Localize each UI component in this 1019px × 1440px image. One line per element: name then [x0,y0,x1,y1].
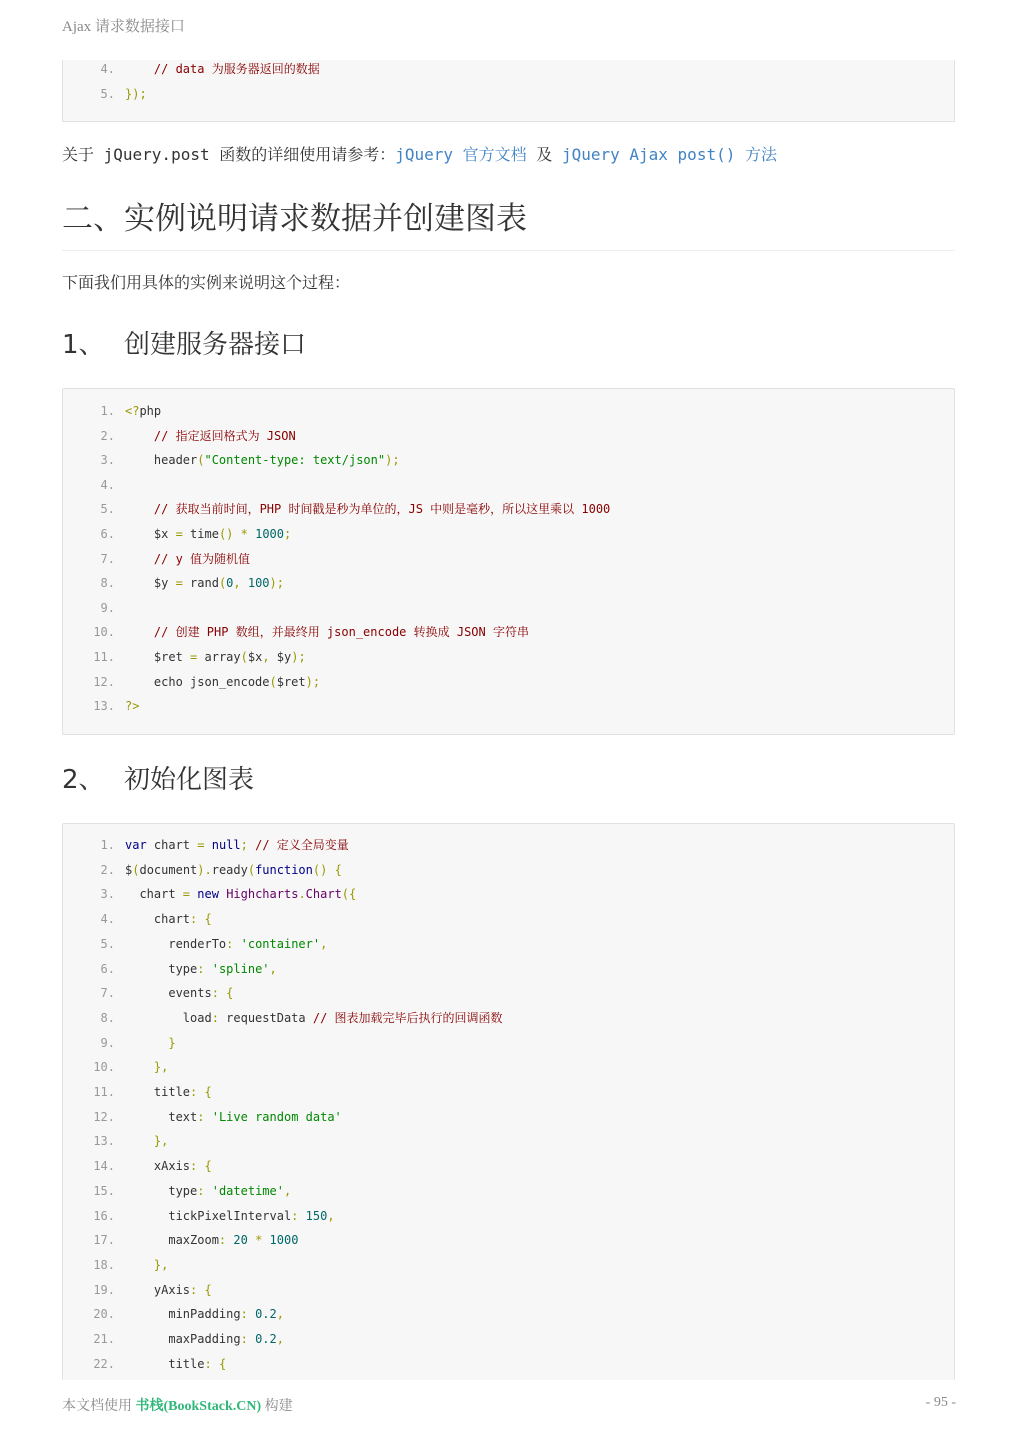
line-number: 4. [100,477,115,492]
line-number: 8. [100,576,115,591]
code-token: time [182,527,219,541]
code-line [63,670,320,694]
code-token: , [283,1183,292,1198]
code-line [63,596,125,620]
code-token: load [125,1010,212,1025]
code-token: // data 为服务器返回的数据 [153,62,320,76]
code-token [233,937,240,951]
code-token: () [218,527,234,541]
code-line [63,907,212,931]
line-number: 2. [100,428,115,443]
code-token: tickPixelInterval [125,1208,292,1223]
code-token: : [197,961,205,976]
code-line [63,620,529,644]
code-token: <? [125,404,140,418]
footer-suffix: 构建 [261,1399,293,1414]
code-token [212,1357,219,1371]
bookstack-link[interactable]: 书栈(BookStack.CN) [135,1399,262,1414]
line-number: 10. [93,1060,115,1075]
line-number: 4. [100,62,115,76]
code-token: () [312,862,328,877]
code-token: : [240,1307,248,1322]
code-token: } [168,1035,176,1050]
code-token: { [204,1282,212,1297]
footer-credit [62,1395,293,1415]
code-line [63,1080,212,1104]
line-number: 6. [100,961,115,976]
step-2-heading [62,762,254,798]
code-token: ; [240,838,248,852]
line-number: 13. [93,699,115,714]
code-token: ); [385,453,400,468]
line-number: 17. [93,1233,115,1248]
code-token [197,1159,204,1173]
code-token [205,838,212,852]
code-token: array [197,650,241,664]
code-token [125,1258,154,1272]
code-token: , [327,1208,335,1223]
code-token [262,1233,269,1247]
step-2-title: 初始化图表 [124,765,255,795]
code-line [63,82,147,106]
code-line [63,399,161,423]
code-token: // 创建 PHP 数组，并最终用 json_encode 转换成 JSON 字符串 [153,625,529,640]
code-token: = [197,838,205,852]
code-token: = [175,576,183,591]
code-token: : [291,1208,299,1223]
line-number: 1. [100,838,115,852]
code-token: type [125,1183,198,1198]
code-token: $y [125,576,176,591]
line-number: 11. [93,1085,115,1099]
code-line [63,424,296,448]
code-token [233,527,240,541]
line-number: 19. [93,1282,115,1297]
code-token: , [233,576,248,591]
line-number: 15. [93,1183,115,1198]
js-code-block [62,823,955,1380]
code-token: "Content-type: text/json" [204,453,386,468]
code-token: : [197,1183,205,1198]
code-line [63,1006,503,1030]
code-line [63,522,291,546]
code-token: xAxis [125,1159,191,1174]
line-number: 9. [100,1035,115,1050]
line-number: 3. [100,887,115,902]
code-token: { [226,986,234,1001]
line-number: 22. [93,1356,115,1371]
running-header: Ajax 请求数据接口 [62,19,185,35]
code-token [125,1060,154,1074]
line-number: 14. [93,1159,115,1174]
code-token [125,502,154,516]
code-token: }, [153,1257,169,1272]
code-token: 0.2 [255,1332,277,1346]
code-line [63,1055,168,1079]
code-token: 1000 [255,527,284,541]
line-number: 12. [93,674,115,689]
line-number: 20. [93,1307,115,1322]
line-number: 9. [100,600,115,615]
code-line [63,1253,168,1277]
line-number: 2. [100,862,115,877]
code-token: 'Live random data' [211,1109,342,1124]
code-token [248,1332,255,1346]
code-token [197,912,204,926]
code-block-continued [62,60,955,122]
code-line [63,497,610,521]
code-token: = [190,650,198,664]
reference-paragraph [62,141,777,169]
step-2-number: 2、 [62,765,105,795]
code-line [63,473,125,497]
line-number: 16. [93,1208,115,1223]
code-token: ). [197,862,212,877]
code-token: Highcharts [226,887,299,902]
code-token: echo json_encode [125,674,270,689]
code-token: events [125,986,212,1001]
code-line [63,1352,226,1376]
code-token [327,863,334,877]
code-token: ); [305,674,321,689]
code-token: // 图表加载完毕后执行的回调函数 [312,1010,503,1025]
code-token: ); [291,650,306,664]
footer-prefix: 本文档使用 [62,1399,136,1414]
php-code-block [62,388,955,735]
code-line [63,981,233,1005]
code-token: : [204,1356,212,1371]
code-token: // 获取当前时间，PHP 时间戳是秒为单位的，JS 中则是毫秒，所以这里乘以 1000 [153,502,611,517]
code-line [63,1228,298,1252]
code-token: * [240,527,248,541]
code-token [204,1184,211,1198]
code-token: 'spline' [211,961,270,976]
line-number: 5. [100,502,115,517]
code-token: : [240,1332,248,1346]
code-line [63,882,356,906]
line-number: 7. [100,551,115,566]
code-token: ( [132,862,140,877]
code-token: chart [125,912,191,927]
code-token [248,1307,255,1321]
code-token: , [320,936,328,951]
code-token: $ [125,862,133,877]
code-token: renderTo [125,936,227,951]
code-token: yAxis [125,1282,191,1297]
code-token [125,552,154,566]
code-token: , [262,650,277,664]
code-token [298,1209,305,1223]
code-token: // 定义全局变量 [255,838,349,852]
code-token: : [190,912,198,927]
code-token: $ret [125,650,191,664]
code-line [63,1105,342,1129]
code-token: : [211,986,219,1001]
code-token: ; [284,527,292,541]
code-line [63,1031,176,1055]
code-token: ( [240,650,248,664]
section-heading: 二、实例说明请求数据并创建图表 [62,196,955,251]
code-line [63,932,327,956]
reference-conjunction: 及 [526,145,562,164]
code-token: ( [247,862,256,877]
code-line [63,1129,168,1153]
line-number: 8. [100,1010,115,1025]
code-token: . [298,887,306,902]
code-line [63,645,306,669]
code-token: minPadding [125,1307,241,1322]
line-number: 13. [93,1134,115,1149]
code-token: 20 [233,1233,248,1248]
code-token: 150 [305,1208,328,1223]
code-token: }, [153,1134,169,1149]
section-intro: 下面我们用具体的实例来说明这个过程： [62,273,351,292]
code-token [125,1036,168,1050]
line-number: 7. [100,986,115,1001]
code-token: 0.2 [255,1307,277,1322]
code-token: : [190,1085,198,1099]
step-1-title: 创建服务器接口 [124,330,307,360]
code-token: { [204,1085,212,1099]
code-token [125,62,154,76]
code-token: , [276,1307,284,1322]
code-line [63,571,284,595]
code-token: }, [153,1060,169,1075]
code-token [197,1283,204,1297]
line-number: 1. [100,404,115,418]
code-token: 'datetime' [211,1183,284,1198]
line-number: 18. [93,1257,115,1272]
line-number: 4. [100,912,115,927]
code-token: : [190,1282,198,1297]
code-token: rand [182,576,219,591]
code-token [204,962,211,976]
code-token: { [334,862,342,877]
code-token: * [255,1233,263,1248]
code-line [63,1327,284,1351]
code-line [63,1179,291,1203]
code-token: chart [146,838,198,852]
code-token: : [211,1010,219,1025]
code-token: : [218,1233,227,1248]
code-token: title [125,1085,191,1099]
code-token: $x [247,650,263,664]
code-token: function [255,862,313,877]
code-token: maxPadding [125,1332,241,1346]
code-token: text [125,1109,198,1124]
line-number: 5. [100,936,115,951]
code-token: ( [269,674,277,689]
code-line [63,1154,212,1178]
code-token: $x [125,527,176,541]
jquery-ajax-post-link[interactable]: jQuery Ajax post() 方法 [561,145,777,164]
code-line [63,957,277,981]
code-token: 1000 [269,1233,299,1248]
code-token [125,1134,154,1148]
step-1-heading [62,327,306,363]
code-token: type [125,961,198,976]
code-line [63,448,400,472]
code-token: , [276,1332,284,1346]
code-token: { [204,912,212,927]
code-token: $ret [276,674,306,689]
line-number: 10. [93,625,115,640]
code-token: , [269,961,277,976]
code-token: : [190,1159,198,1174]
code-line [63,833,349,857]
code-token: document [139,862,198,877]
code-line [63,694,139,718]
code-token: : [226,936,234,951]
code-token: ); [269,576,284,591]
code-line [63,57,320,81]
line-number: 12. [93,1109,115,1124]
code-token: header [125,453,198,468]
code-token: 100 [247,576,270,591]
code-token: ?> [125,699,140,714]
code-token: 'container' [240,936,321,951]
code-token: // 指定返回格式为 JSON [153,428,296,443]
code-line [63,1204,335,1228]
code-token: ready [211,862,248,877]
code-token [125,429,154,443]
code-token: var [125,838,147,852]
code-token: = [175,527,183,541]
line-number: 6. [100,527,115,541]
code-token: title [125,1356,205,1371]
code-token: Chart [305,887,342,902]
step-1-number: 1、 [62,330,105,360]
page-number: - 95 - [925,1395,956,1410]
code-token [204,1110,211,1124]
code-token: { [204,1159,212,1174]
line-number: 3. [100,453,115,468]
code-token: null [211,838,241,852]
code-token: ( [218,576,227,591]
code-token: new [197,887,219,902]
jquery-docs-link[interactable]: jQuery 官方文档 [395,145,527,164]
code-token [125,625,154,639]
line-number: 5. [100,87,115,101]
code-token: : [197,1109,205,1124]
code-token: 0 [226,576,234,591]
code-token: php [139,404,162,418]
code-token: requestData [218,1010,313,1025]
reference-prefix: 关于 jQuery.post 函数的详细使用请参考： [62,145,396,164]
code-line [63,858,342,882]
code-token: chart [125,887,183,902]
line-number: 21. [93,1332,115,1346]
code-line [63,1302,284,1326]
code-token: }); [125,87,147,101]
code-token: = [182,887,191,902]
code-token: maxZoom [125,1233,219,1248]
code-line [63,1278,212,1302]
code-token: $y [276,650,292,664]
code-token: ( [197,453,205,468]
code-token: ({ [341,887,357,902]
code-token [197,1085,204,1099]
code-line [63,547,250,571]
code-token: { [218,1356,227,1371]
line-number: 11. [93,650,115,664]
code-token [248,527,255,541]
code-token [248,1233,255,1247]
code-token: // y 值为随机值 [153,551,251,566]
